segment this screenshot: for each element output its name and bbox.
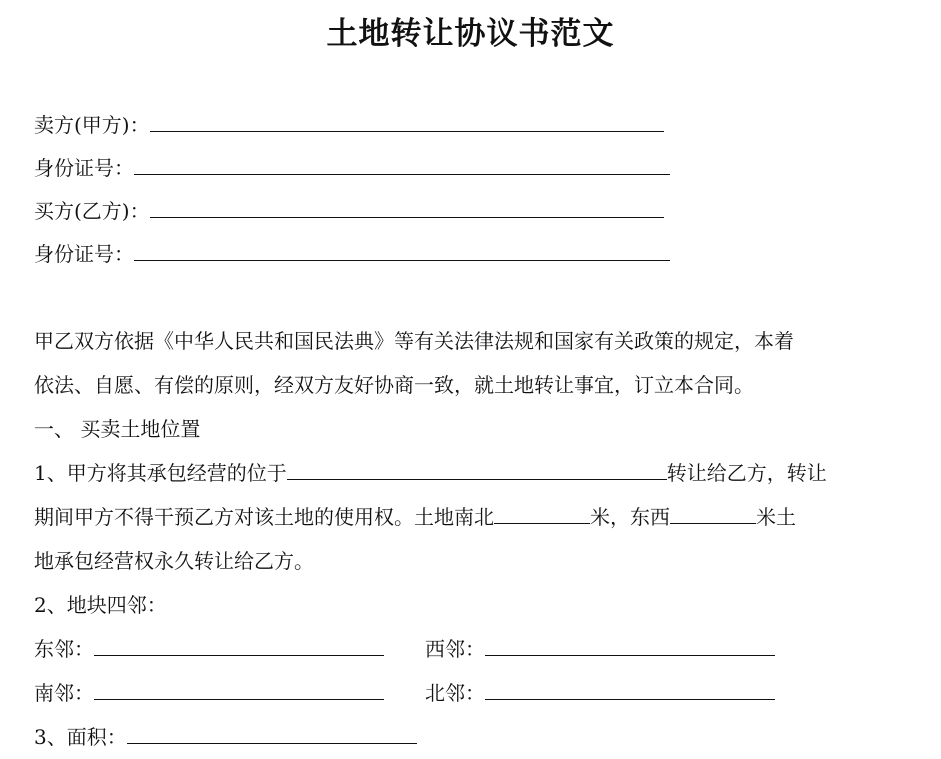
item-1-text-a: 期间甲方不得干预乙方对该土地的使用权。土地南北: [34, 505, 494, 529]
item-1-line-1: [34, 461, 827, 485]
east-west-length-blank[interactable]: [670, 506, 756, 524]
area-label: 3、面积：: [34, 725, 127, 749]
document-title: 土地转让协议书范文: [326, 16, 615, 52]
item-1-suffix: 转让给乙方，转让: [666, 461, 827, 485]
south-neighbor-line: [34, 681, 384, 705]
buyer-line: [34, 199, 664, 223]
south-neighbor-blank[interactable]: [94, 682, 384, 700]
item-1-text-c: 米土: [756, 505, 796, 529]
seller-id-line: [34, 156, 670, 180]
intro-line-2: 依法、自愿、有偿的原则，经双方友好协商一致，就土地转让事宜，订立本合同。: [34, 373, 754, 397]
north-neighbor-blank[interactable]: [485, 682, 775, 700]
west-neighbor-blank[interactable]: [485, 638, 775, 656]
item-2-heading: 2、地块四邻：: [34, 593, 167, 617]
north-neighbor-label: 北邻：: [425, 681, 485, 705]
seller-id-blank[interactable]: [134, 157, 670, 175]
buyer-blank[interactable]: [150, 200, 664, 218]
east-neighbor-blank[interactable]: [94, 638, 384, 656]
item-3-line: [34, 725, 417, 749]
seller-line: [34, 113, 664, 137]
location-blank[interactable]: [287, 462, 667, 480]
buyer-id-line: [34, 242, 670, 266]
area-blank[interactable]: [127, 726, 417, 744]
item-1-text-b: 米，东西: [590, 505, 670, 529]
west-neighbor-line: [425, 637, 775, 661]
seller-label: 卖方(甲方)：: [34, 113, 150, 137]
north-neighbor-line: [425, 681, 775, 705]
item-1-prefix: 1、甲方将其承包经营的位于: [34, 461, 287, 485]
east-neighbor-line: [34, 637, 384, 661]
intro-line-1: 甲乙双方依据《中华人民共和国民法典》等有关法律法规和国家有关政策的规定，本着: [34, 329, 794, 353]
item-1-line-3: 地承包经营权永久转让给乙方。: [34, 549, 314, 573]
west-neighbor-label: 西邻：: [425, 637, 485, 661]
south-neighbor-label: 南邻：: [34, 681, 94, 705]
seller-id-label: 身份证号：: [34, 156, 134, 180]
buyer-label: 买方(乙方)：: [34, 199, 150, 223]
buyer-id-label: 身份证号：: [34, 242, 134, 266]
section-1-heading: 一、 买卖土地位置: [34, 417, 201, 441]
north-south-length-blank[interactable]: [494, 506, 590, 524]
item-1-line-2: [34, 505, 796, 529]
buyer-id-blank[interactable]: [134, 243, 670, 261]
seller-blank[interactable]: [150, 114, 664, 132]
east-neighbor-label: 东邻：: [34, 637, 94, 661]
